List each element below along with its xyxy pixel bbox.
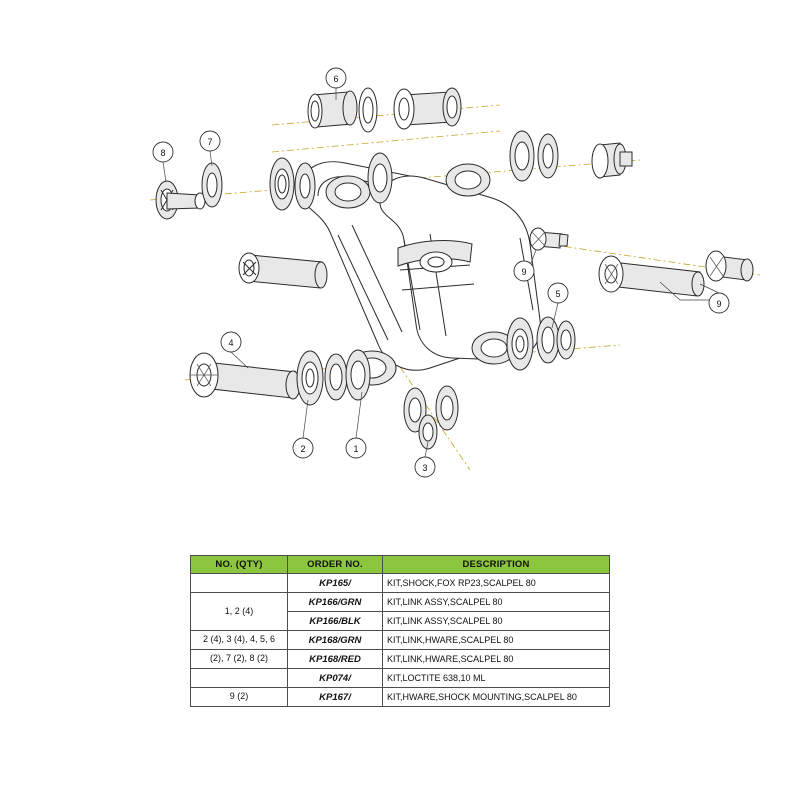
table-row [191, 688, 610, 707]
cell-order-no: KP166/BLK [288, 612, 383, 631]
balloon-9-left [514, 261, 534, 281]
balloon-3 [415, 457, 435, 477]
cell-order-no: KP165/ [288, 574, 383, 593]
cell-description: KIT,LINK ASSY,SCALPEL 80 [383, 612, 610, 631]
cell-no-qty: 1, 2 (4) [191, 593, 288, 631]
cell-no-qty [191, 574, 288, 593]
svg-text:6: 6 [333, 74, 339, 84]
table-row [191, 593, 610, 612]
header-no-qty: NO. (QTY) [191, 556, 288, 574]
cell-order-no: KP168/GRN [288, 631, 383, 650]
svg-text:2: 2 [300, 444, 306, 454]
cell-no-qty: 9 (2) [191, 688, 288, 707]
balloon-8 [153, 142, 173, 162]
svg-text:1: 1 [353, 444, 359, 454]
cell-no-qty: 2 (4), 3 (4), 4, 5, 6 [191, 631, 288, 650]
cell-description: KIT,HWARE,SHOCK MOUNTING,SCALPEL 80 [383, 688, 610, 707]
balloon-2 [293, 438, 313, 458]
header-description: DESCRIPTION [383, 556, 610, 574]
balloon-7 [200, 131, 220, 151]
parts-table-container [0, 555, 800, 707]
cell-no-qty [191, 669, 288, 688]
balloon-4 [221, 332, 241, 352]
table-row [191, 669, 610, 688]
balloon-1 [346, 438, 366, 458]
table-row [191, 574, 610, 593]
cell-description: KIT,LINK,HWARE,SCALPEL 80 [383, 650, 610, 669]
cell-description: KIT,LINK,HWARE,SCALPEL 80 [383, 631, 610, 650]
svg-text:3: 3 [422, 463, 428, 473]
cell-order-no: KP166/GRN [288, 593, 383, 612]
parts-table [190, 555, 610, 707]
svg-text:8: 8 [160, 148, 166, 158]
cell-order-no: KP167/ [288, 688, 383, 707]
cell-order-no: KP168/RED [288, 650, 383, 669]
table-row [191, 631, 610, 650]
balloon-9-right [709, 293, 729, 313]
svg-text:7: 7 [207, 137, 213, 147]
table-header-row [191, 556, 610, 574]
cell-order-no: KP074/ [288, 669, 383, 688]
cell-no-qty: (2), 7 (2), 8 (2) [191, 650, 288, 669]
svg-text:4: 4 [228, 338, 234, 348]
svg-text:9: 9 [716, 299, 722, 309]
cell-description: KIT,LOCTITE 638,10 ML [383, 669, 610, 688]
balloon-6 [326, 68, 346, 88]
header-order-no: ORDER NO. [288, 556, 383, 574]
cell-description: KIT,SHOCK,FOX RP23,SCALPEL 80 [383, 574, 610, 593]
svg-text:5: 5 [555, 289, 561, 299]
svg-text:9: 9 [521, 267, 527, 277]
table-row [191, 650, 610, 669]
balloon-5 [548, 283, 568, 303]
cell-description: KIT,LINK ASSY,SCALPEL 80 [383, 593, 610, 612]
